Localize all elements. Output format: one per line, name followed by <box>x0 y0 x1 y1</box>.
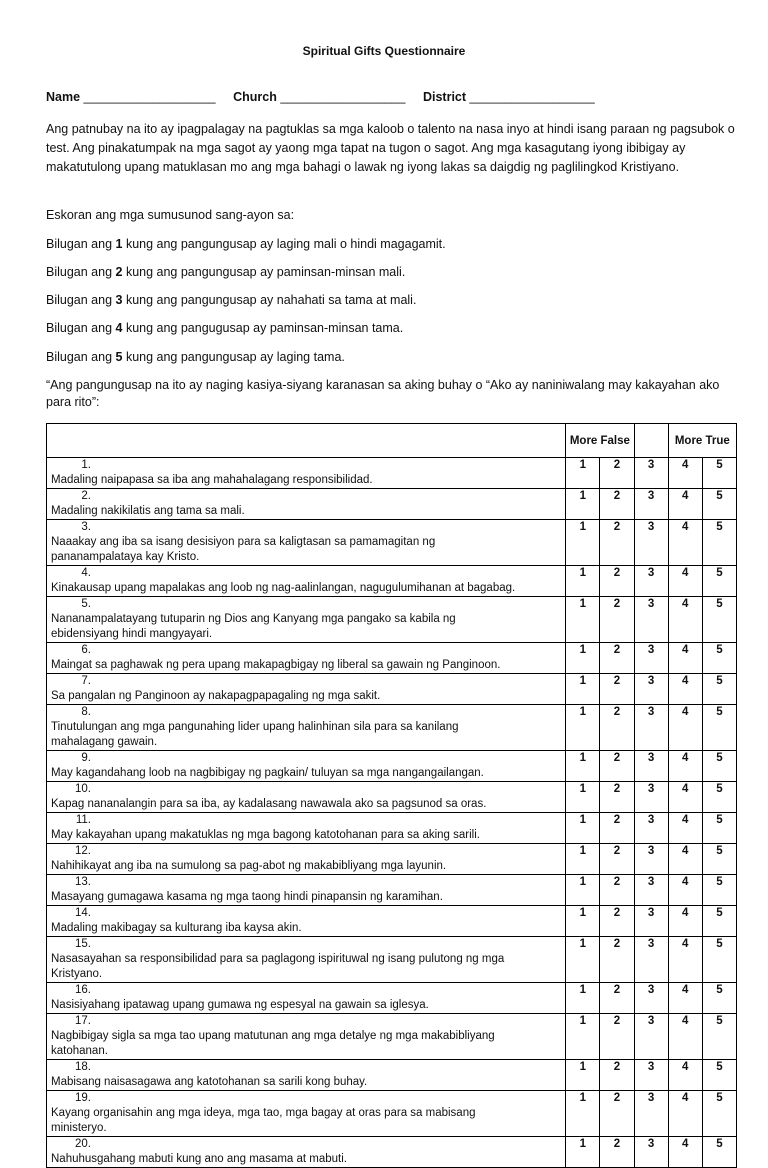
table-row <box>47 458 737 489</box>
score-option[interactable]: 1 <box>566 520 600 566</box>
score-option[interactable]: 2 <box>600 520 634 566</box>
score-option[interactable]: 4 <box>668 705 702 751</box>
score-option[interactable]: 1 <box>566 983 600 1014</box>
statement-cell <box>47 983 566 1014</box>
score-option[interactable]: 2 <box>600 705 634 751</box>
score-option[interactable]: 2 <box>600 643 634 674</box>
score-option[interactable]: 2 <box>600 844 634 875</box>
table-row <box>47 566 737 597</box>
score-option[interactable]: 5 <box>702 813 736 844</box>
score-option[interactable]: 5 <box>702 906 736 937</box>
statement-cell <box>47 813 566 844</box>
score-option[interactable]: 1 <box>566 674 600 705</box>
score-option[interactable]: 3 <box>634 489 668 520</box>
statement-cell <box>47 489 566 520</box>
statement-cell <box>47 844 566 875</box>
score-option[interactable]: 1 <box>566 1014 600 1060</box>
statement-cell <box>47 458 566 489</box>
score-option[interactable]: 4 <box>668 566 702 597</box>
page-title: Spiritual Gifts Questionnaire <box>302 44 466 58</box>
score-option[interactable]: 4 <box>668 458 702 489</box>
church-field[interactable]: __________________ <box>280 90 406 104</box>
statement-text: Nananampalatayang tutuparin ng Dios ang Kanyang mga pangako sa kabila ng ebidensiyang hindi mangyayari. <box>51 613 456 640</box>
statement-number: 15. <box>75 938 91 950</box>
score-option[interactable]: 5 <box>702 643 736 674</box>
quote-instruction: “Ang pangungusap na ito ay naging kasiya-siyang karanasan sa aking buhay o “Ako ay naniniwalang may kakayahan ako para rito”: <box>46 378 720 409</box>
scale-suffix: kung ang pangungusap ay laging mali o hindi magagamit. <box>122 237 446 251</box>
score-option[interactable]: 5 <box>702 597 736 643</box>
score-option[interactable]: 4 <box>668 1091 702 1137</box>
score-option[interactable]: 4 <box>668 520 702 566</box>
score-option[interactable]: 1 <box>566 937 600 983</box>
statement-text: Nahihikayat ang iba na sumulong sa pag-abot ng makabibliyang mga layunin. <box>51 860 447 872</box>
statement-text: Madaling nakikilatis ang tama sa mali. <box>51 505 245 517</box>
score-option[interactable]: 1 <box>566 643 600 674</box>
scale-line-4 <box>46 321 746 335</box>
statement-number: 6. <box>81 644 91 656</box>
table-row <box>47 597 737 643</box>
score-option[interactable]: 1 <box>566 751 600 782</box>
intro-paragraph: Ang patnubay na ito ay ipagpalagay na pagtuklas sa mga kaloob o talento na nasa inyo at hindi isang paraan ng pagsubok o test. Ang pinakatumpak na mga sagot ay yaong mga tapat na tugon o sagot. Ang mga kasagutang iyong ibibigay ay makatutulong upang matuklasan mo ang mga bahagi o lawak ng iyong lakas sa daigdig ng paglilingkod Kristiyano. <box>46 122 735 174</box>
score-option[interactable]: 3 <box>634 1137 668 1168</box>
score-option[interactable]: 2 <box>600 782 634 813</box>
statement-cell <box>47 1014 566 1060</box>
statement-text: Kayang organisahin ang mga ideya, mga tao, mga bagay at oras para sa mabisang ministeryo. <box>51 1107 476 1134</box>
score-option[interactable]: 5 <box>702 983 736 1014</box>
score-option[interactable]: 2 <box>600 875 634 906</box>
table-row <box>47 520 737 566</box>
score-option[interactable]: 3 <box>634 782 668 813</box>
score-heading: Eskoran ang mga sumusunod sang-ayon sa: <box>46 208 295 222</box>
scale-number: 4 <box>115 321 123 335</box>
score-option[interactable]: 2 <box>600 1137 634 1168</box>
score-option[interactable]: 5 <box>702 1091 736 1137</box>
statement-column-header <box>47 424 566 458</box>
score-option[interactable]: 3 <box>634 674 668 705</box>
scale-prefix: Bilugan ang <box>46 237 116 251</box>
statement-cell <box>47 1060 566 1091</box>
score-option[interactable]: 2 <box>600 489 634 520</box>
table-row <box>47 705 737 751</box>
score-option[interactable]: 2 <box>600 1091 634 1137</box>
score-option[interactable]: 5 <box>702 1060 736 1091</box>
statement-text: Naaakay ang iba sa isang desisiyon para sa kaligtasan sa pamamagitan ng pananampalataya kay Kristo. <box>51 536 436 563</box>
score-option[interactable]: 2 <box>600 1014 634 1060</box>
score-option[interactable]: 2 <box>600 751 634 782</box>
table-row <box>47 489 737 520</box>
table-row <box>47 674 737 705</box>
score-option[interactable]: 2 <box>600 906 634 937</box>
statement-cell <box>47 520 566 566</box>
score-option[interactable]: 3 <box>634 643 668 674</box>
statement-cell <box>47 674 566 705</box>
score-option[interactable]: 5 <box>702 1137 736 1168</box>
statement-number: 11. <box>75 814 91 826</box>
scale-prefix: Bilugan ang <box>46 265 116 279</box>
table-row <box>47 643 737 674</box>
statement-number: 16. <box>75 984 91 996</box>
statement-number: 12. <box>75 845 91 857</box>
statement-text: Madaling naipapasa sa iba ang mahahalagang responsibilidad. <box>51 474 373 486</box>
table-row <box>47 1137 737 1168</box>
score-option[interactable]: 1 <box>566 875 600 906</box>
statement-number: 8. <box>81 706 91 718</box>
score-option[interactable]: 5 <box>702 674 736 705</box>
statement-text: Tinutulungan ang mga pangunahing lider upang halinhinan sila para sa kanilang mahalagang gawain. <box>51 721 459 748</box>
statement-number: 17. <box>75 1015 91 1027</box>
score-option[interactable]: 1 <box>566 1137 600 1168</box>
score-option[interactable]: 1 <box>566 458 600 489</box>
score-option[interactable]: 4 <box>668 489 702 520</box>
statement-cell <box>47 782 566 813</box>
score-option[interactable]: 2 <box>600 674 634 705</box>
scale-line-2 <box>46 265 746 279</box>
scale-prefix: Bilugan ang <box>46 321 116 335</box>
score-option[interactable]: 4 <box>668 983 702 1014</box>
statement-number: 2. <box>81 490 91 502</box>
table-row <box>47 1060 737 1091</box>
table-row <box>47 937 737 983</box>
score-option[interactable]: 4 <box>668 674 702 705</box>
score-option[interactable]: 4 <box>668 1014 702 1060</box>
score-option[interactable]: 3 <box>634 705 668 751</box>
score-option[interactable]: 3 <box>634 813 668 844</box>
score-option[interactable]: 3 <box>634 906 668 937</box>
scale-prefix: Bilugan ang <box>46 350 116 364</box>
score-option[interactable]: 3 <box>634 1091 668 1137</box>
score-option[interactable]: 3 <box>634 983 668 1014</box>
statement-text: Mabisang naisasagawa ang katotohanan sa sarili kong buhay. <box>51 1076 368 1088</box>
scale-suffix: kung ang pangugusap ay paminsan-minsan tama. <box>122 321 404 335</box>
score-option[interactable]: 5 <box>702 844 736 875</box>
score-option[interactable]: 1 <box>566 782 600 813</box>
statement-text: Nasisiyahang ipatawag upang gumawa ng espesyal na gawain sa iglesya. <box>51 999 429 1011</box>
statement-cell <box>47 937 566 983</box>
scale-number: 2 <box>115 265 123 279</box>
name-label: Name <box>46 90 81 104</box>
score-option[interactable]: 3 <box>634 1014 668 1060</box>
score-option[interactable]: 1 <box>566 1091 600 1137</box>
statement-number: 20. <box>75 1138 91 1150</box>
statement-text: Maingat sa paghawak ng pera upang makapagbigay ng liberal sa gawain ng Panginoon. <box>51 659 501 671</box>
score-option[interactable]: 1 <box>566 566 600 597</box>
score-option[interactable]: 4 <box>668 643 702 674</box>
table-row <box>47 875 737 906</box>
statement-text: Nagbibigay sigla sa mga tao upang matutunan ang mga detalye ng mga makabibliyang katohanan. <box>51 1030 495 1057</box>
statement-number: 1. <box>81 459 91 471</box>
table-body <box>47 458 737 1168</box>
statement-number: 10. <box>75 783 91 795</box>
score-option[interactable]: 2 <box>600 597 634 643</box>
score-option[interactable]: 2 <box>600 566 634 597</box>
score-option[interactable]: 3 <box>634 1060 668 1091</box>
scale-number: 3 <box>115 293 123 307</box>
statement-text: Masayang gumagawa kasama ng mga taong hindi pinapansin ng karamihan. <box>51 891 443 903</box>
statement-number: 3. <box>81 521 91 533</box>
scale-line-5 <box>46 350 746 364</box>
score-option[interactable]: 1 <box>566 813 600 844</box>
score-option[interactable]: 4 <box>668 1060 702 1091</box>
statement-text: Sa pangalan ng Panginoon ay nakapagpapagaling ng mga sakit. <box>51 690 381 702</box>
header-fields <box>46 90 595 104</box>
score-option[interactable]: 4 <box>668 782 702 813</box>
score-option[interactable]: 5 <box>702 875 736 906</box>
score-option[interactable]: 4 <box>668 844 702 875</box>
score-option[interactable]: 4 <box>668 597 702 643</box>
score-option[interactable]: 5 <box>702 782 736 813</box>
statement-cell <box>47 751 566 782</box>
table-header-row <box>47 424 737 458</box>
score-option[interactable]: 1 <box>566 705 600 751</box>
table-row <box>47 782 737 813</box>
statement-number: 14. <box>75 907 91 919</box>
statement-number: 5. <box>81 598 91 610</box>
table-row <box>47 906 737 937</box>
score-option[interactable]: 3 <box>634 751 668 782</box>
name-field[interactable]: ___________________ <box>83 90 216 104</box>
church-label: Church <box>233 90 277 104</box>
statement-cell <box>47 566 566 597</box>
score-option[interactable]: 1 <box>566 489 600 520</box>
score-option[interactable]: 5 <box>702 489 736 520</box>
scale-line-3 <box>46 293 746 307</box>
score-option[interactable]: 5 <box>702 937 736 983</box>
score-option[interactable]: 2 <box>600 937 634 983</box>
questionnaire-table <box>46 423 737 1168</box>
scale-suffix: kung ang pangungusap ay laging tama. <box>122 350 345 364</box>
district-field[interactable]: __________________ <box>469 90 595 104</box>
statement-cell <box>47 643 566 674</box>
score-option[interactable]: 3 <box>634 520 668 566</box>
statement-number: 7. <box>81 675 91 687</box>
score-option[interactable]: 5 <box>702 705 736 751</box>
statement-text: Nasasayahan sa responsibilidad para sa paglagong ispirituwal ng isang pulutong ng mga Kristyano. <box>51 953 505 980</box>
score-option[interactable]: 1 <box>566 844 600 875</box>
scale-prefix: Bilugan ang <box>46 293 116 307</box>
statement-cell <box>47 705 566 751</box>
score-option[interactable]: 3 <box>634 875 668 906</box>
score-option[interactable]: 1 <box>566 906 600 937</box>
score-option[interactable]: 4 <box>668 751 702 782</box>
statement-number: 9. <box>81 752 91 764</box>
score-option[interactable]: 3 <box>634 458 668 489</box>
statement-cell <box>47 1137 566 1168</box>
table-row <box>47 751 737 782</box>
more-false-header: More False <box>566 424 634 458</box>
table-row <box>47 813 737 844</box>
score-option[interactable]: 4 <box>668 875 702 906</box>
district-label: District <box>422 90 467 104</box>
score-option[interactable]: 2 <box>600 1060 634 1091</box>
score-option[interactable]: 2 <box>600 458 634 489</box>
score-option[interactable]: 4 <box>668 937 702 983</box>
statement-cell <box>47 875 566 906</box>
scale-line-1 <box>46 237 746 251</box>
score-option[interactable]: 3 <box>634 844 668 875</box>
table-row <box>47 844 737 875</box>
statement-text: Kapag nananalangin para sa iba, ay kadalasang nawawala ako sa pagsunod sa oras. <box>51 798 487 810</box>
score-option[interactable]: 5 <box>702 751 736 782</box>
statement-number: 4. <box>81 567 91 579</box>
score-option[interactable]: 4 <box>668 1137 702 1168</box>
more-true-header: More True <box>668 424 736 458</box>
score-option[interactable]: 2 <box>600 983 634 1014</box>
scale-number: 1 <box>115 237 123 251</box>
statement-number: 13. <box>75 876 91 888</box>
statement-cell <box>47 597 566 643</box>
scale-number: 5 <box>115 350 123 364</box>
score-option[interactable]: 5 <box>702 566 736 597</box>
score-option[interactable]: 3 <box>634 566 668 597</box>
score-option[interactable]: 2 <box>600 813 634 844</box>
score-option[interactable]: 5 <box>702 520 736 566</box>
score-option[interactable]: 5 <box>702 1014 736 1060</box>
table-row <box>47 983 737 1014</box>
table-row <box>47 1014 737 1060</box>
score-option[interactable]: 3 <box>634 597 668 643</box>
score-option[interactable]: 3 <box>634 937 668 983</box>
statement-text: May kagandahang loob na nagbibigay ng pagkain/ tuluyan sa mga nangangailangan. <box>51 767 484 779</box>
score-option[interactable]: 5 <box>702 458 736 489</box>
table-row <box>47 1091 737 1137</box>
statement-number: 19. <box>75 1092 91 1104</box>
score-option[interactable]: 1 <box>566 597 600 643</box>
scale-suffix: kung ang pangungusap ay paminsan-minsan mali. <box>122 265 406 279</box>
statement-number: 18. <box>75 1061 91 1073</box>
score-option[interactable]: 4 <box>668 813 702 844</box>
neutral-column-header <box>634 424 668 458</box>
score-option[interactable]: 4 <box>668 906 702 937</box>
statement-cell <box>47 906 566 937</box>
statement-text: Nahuhusgahang mabuti kung ano ang masama at mabuti. <box>51 1153 348 1165</box>
statement-cell <box>47 1091 566 1137</box>
statement-text: Kinakausap upang mapalakas ang loob ng nag-aalinlangan, nagugulumihanan at bagabag. <box>51 582 516 594</box>
statement-text: May kakayahan upang makatuklas ng mga bagong katotohanan para sa aking sarili. <box>51 829 480 841</box>
score-option[interactable]: 1 <box>566 1060 600 1091</box>
statement-text: Madaling makibagay sa kulturang iba kaysa akin. <box>51 922 302 934</box>
scale-suffix: kung ang pangungusap ay nahahati sa tama at mali. <box>122 293 417 307</box>
